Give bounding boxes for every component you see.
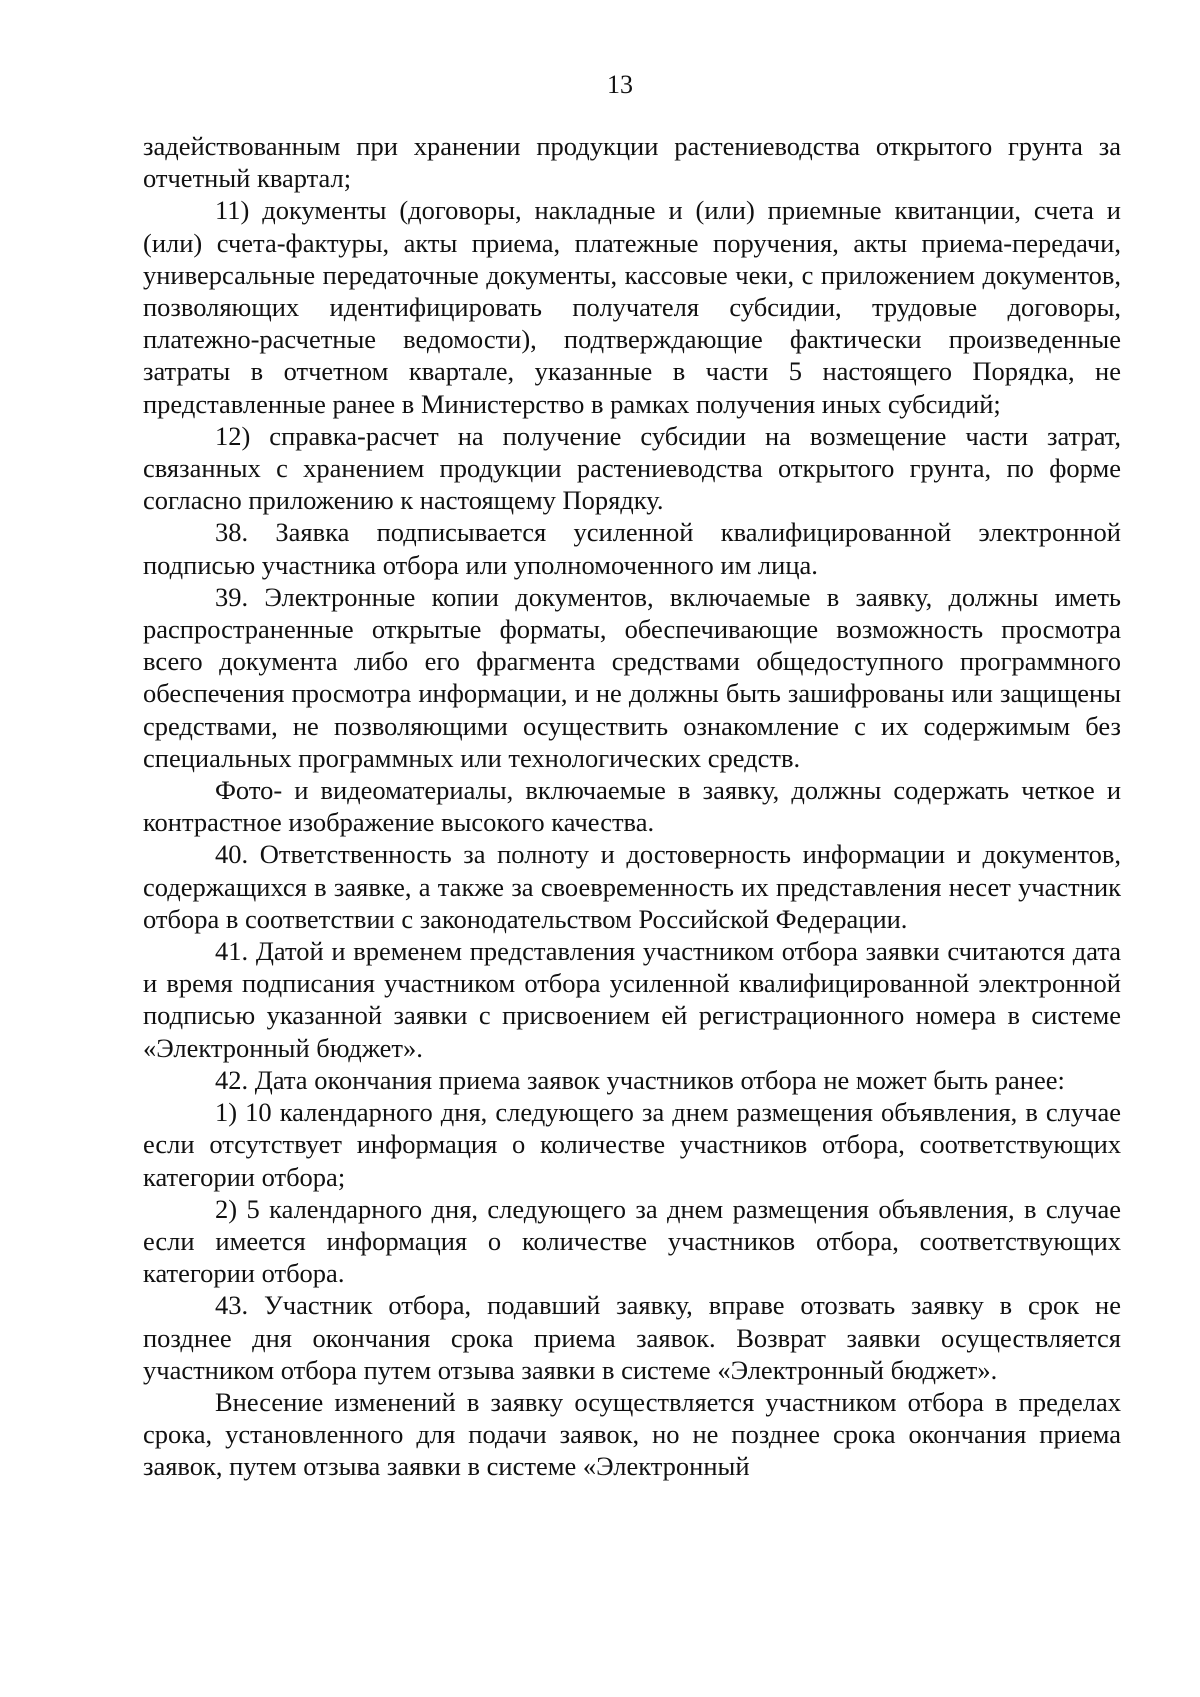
paragraph-item-11: 11) документы (договоры, накладные и (или) приемные квитанции, счета и (или) счета-фактуры, акты приема, платежные поручения, акты приема-передачи, универсальные передаточные документы, кассовые чеки, с приложением документов, позволяющих идентифицировать получателя субсидии, трудовые договоры, платежно-расчетные ведомости), подтверждающие фактически произведенные затраты в отчетном квартале, указанные в части 5 настоящего Порядка, не представленные ранее в Министерство в рамках получения иных субсидий; <box>143 195 1121 419</box>
paragraph-amendments: Внесение изменений в заявку осуществляется участником отбора в пределах срока, установленного для подачи заявок, но не позднее срока окончания приема заявок, путем отзыва заявки в системе «Электронный <box>143 1386 1121 1482</box>
page-number: 13 <box>607 70 633 99</box>
paragraph-item-12: 12) справка-расчет на получение субсидии на возмещение части затрат, связанных с хранением продукции растениеводства открытого грунта, по форме согласно приложению к настоящему Порядку. <box>143 420 1121 516</box>
paragraph-41: 41. Датой и временем представления участником отбора заявки считаются дата и время подписания участником отбора усиленной квалифицированной электронной подписью указанной заявки с присвоением ей регистрационного номера в системе «Электронный бюджет». <box>143 936 1121 1063</box>
paragraph-continuation: задействованным при хранении продукции растениеводства открытого грунта за отчетный квартал; <box>143 131 1121 194</box>
paragraph-38: 38. Заявка подписывается усиленной квалифицированной электронной подписью участника отбора или уполномоченного им лица. <box>143 517 1121 580</box>
paragraph-42-item-2: 2) 5 календарного дня, следующего за днем размещения объявления, в случае если имеется информация о количестве участников отбора, соответствующих категории отбора. <box>143 1193 1121 1289</box>
paragraph-39: 39. Электронные копии документов, включаемые в заявку, должны иметь распространенные открытые форматы, обеспечивающие возможность просмотра всего документа либо его фрагмента средствами общедоступного программного обеспечения просмотра информации, и не должны быть зашифрованы или защищены средствами, не позволяющими осуществить ознакомление с их содержимым без специальных программных или технологических средств. <box>143 581 1121 773</box>
paragraph-40: 40. Ответственность за полноту и достоверность информации и документов, содержащихся в заявке, а также за своевременность их представления несет участник отбора в соответствии с законодательством Российской Федерации. <box>143 839 1121 934</box>
paragraph-42: 42. Дата окончания приема заявок участников отбора не может быть ранее: <box>215 1064 1065 1095</box>
paragraph-photo-video: Фото- и видеоматериалы, включаемые в заявку, должны содержать четкое и контрастное изображение высокого качества. <box>143 775 1121 838</box>
paragraph-43: 43. Участник отбора, подавший заявку, вправе отозвать заявку в срок не позднее дня окончания срока приема заявок. Возврат заявки осуществляется участником отбора путем отзыва заявки в системе «Электронный бюджет». <box>143 1290 1121 1385</box>
document-body <box>143 130 1121 1483</box>
paragraph-42-item-1: 1) 10 календарного дня, следующего за днем размещения объявления, в случае если отсутствует информация о количестве участников отбора, соответствующих категории отбора; <box>143 1097 1121 1192</box>
